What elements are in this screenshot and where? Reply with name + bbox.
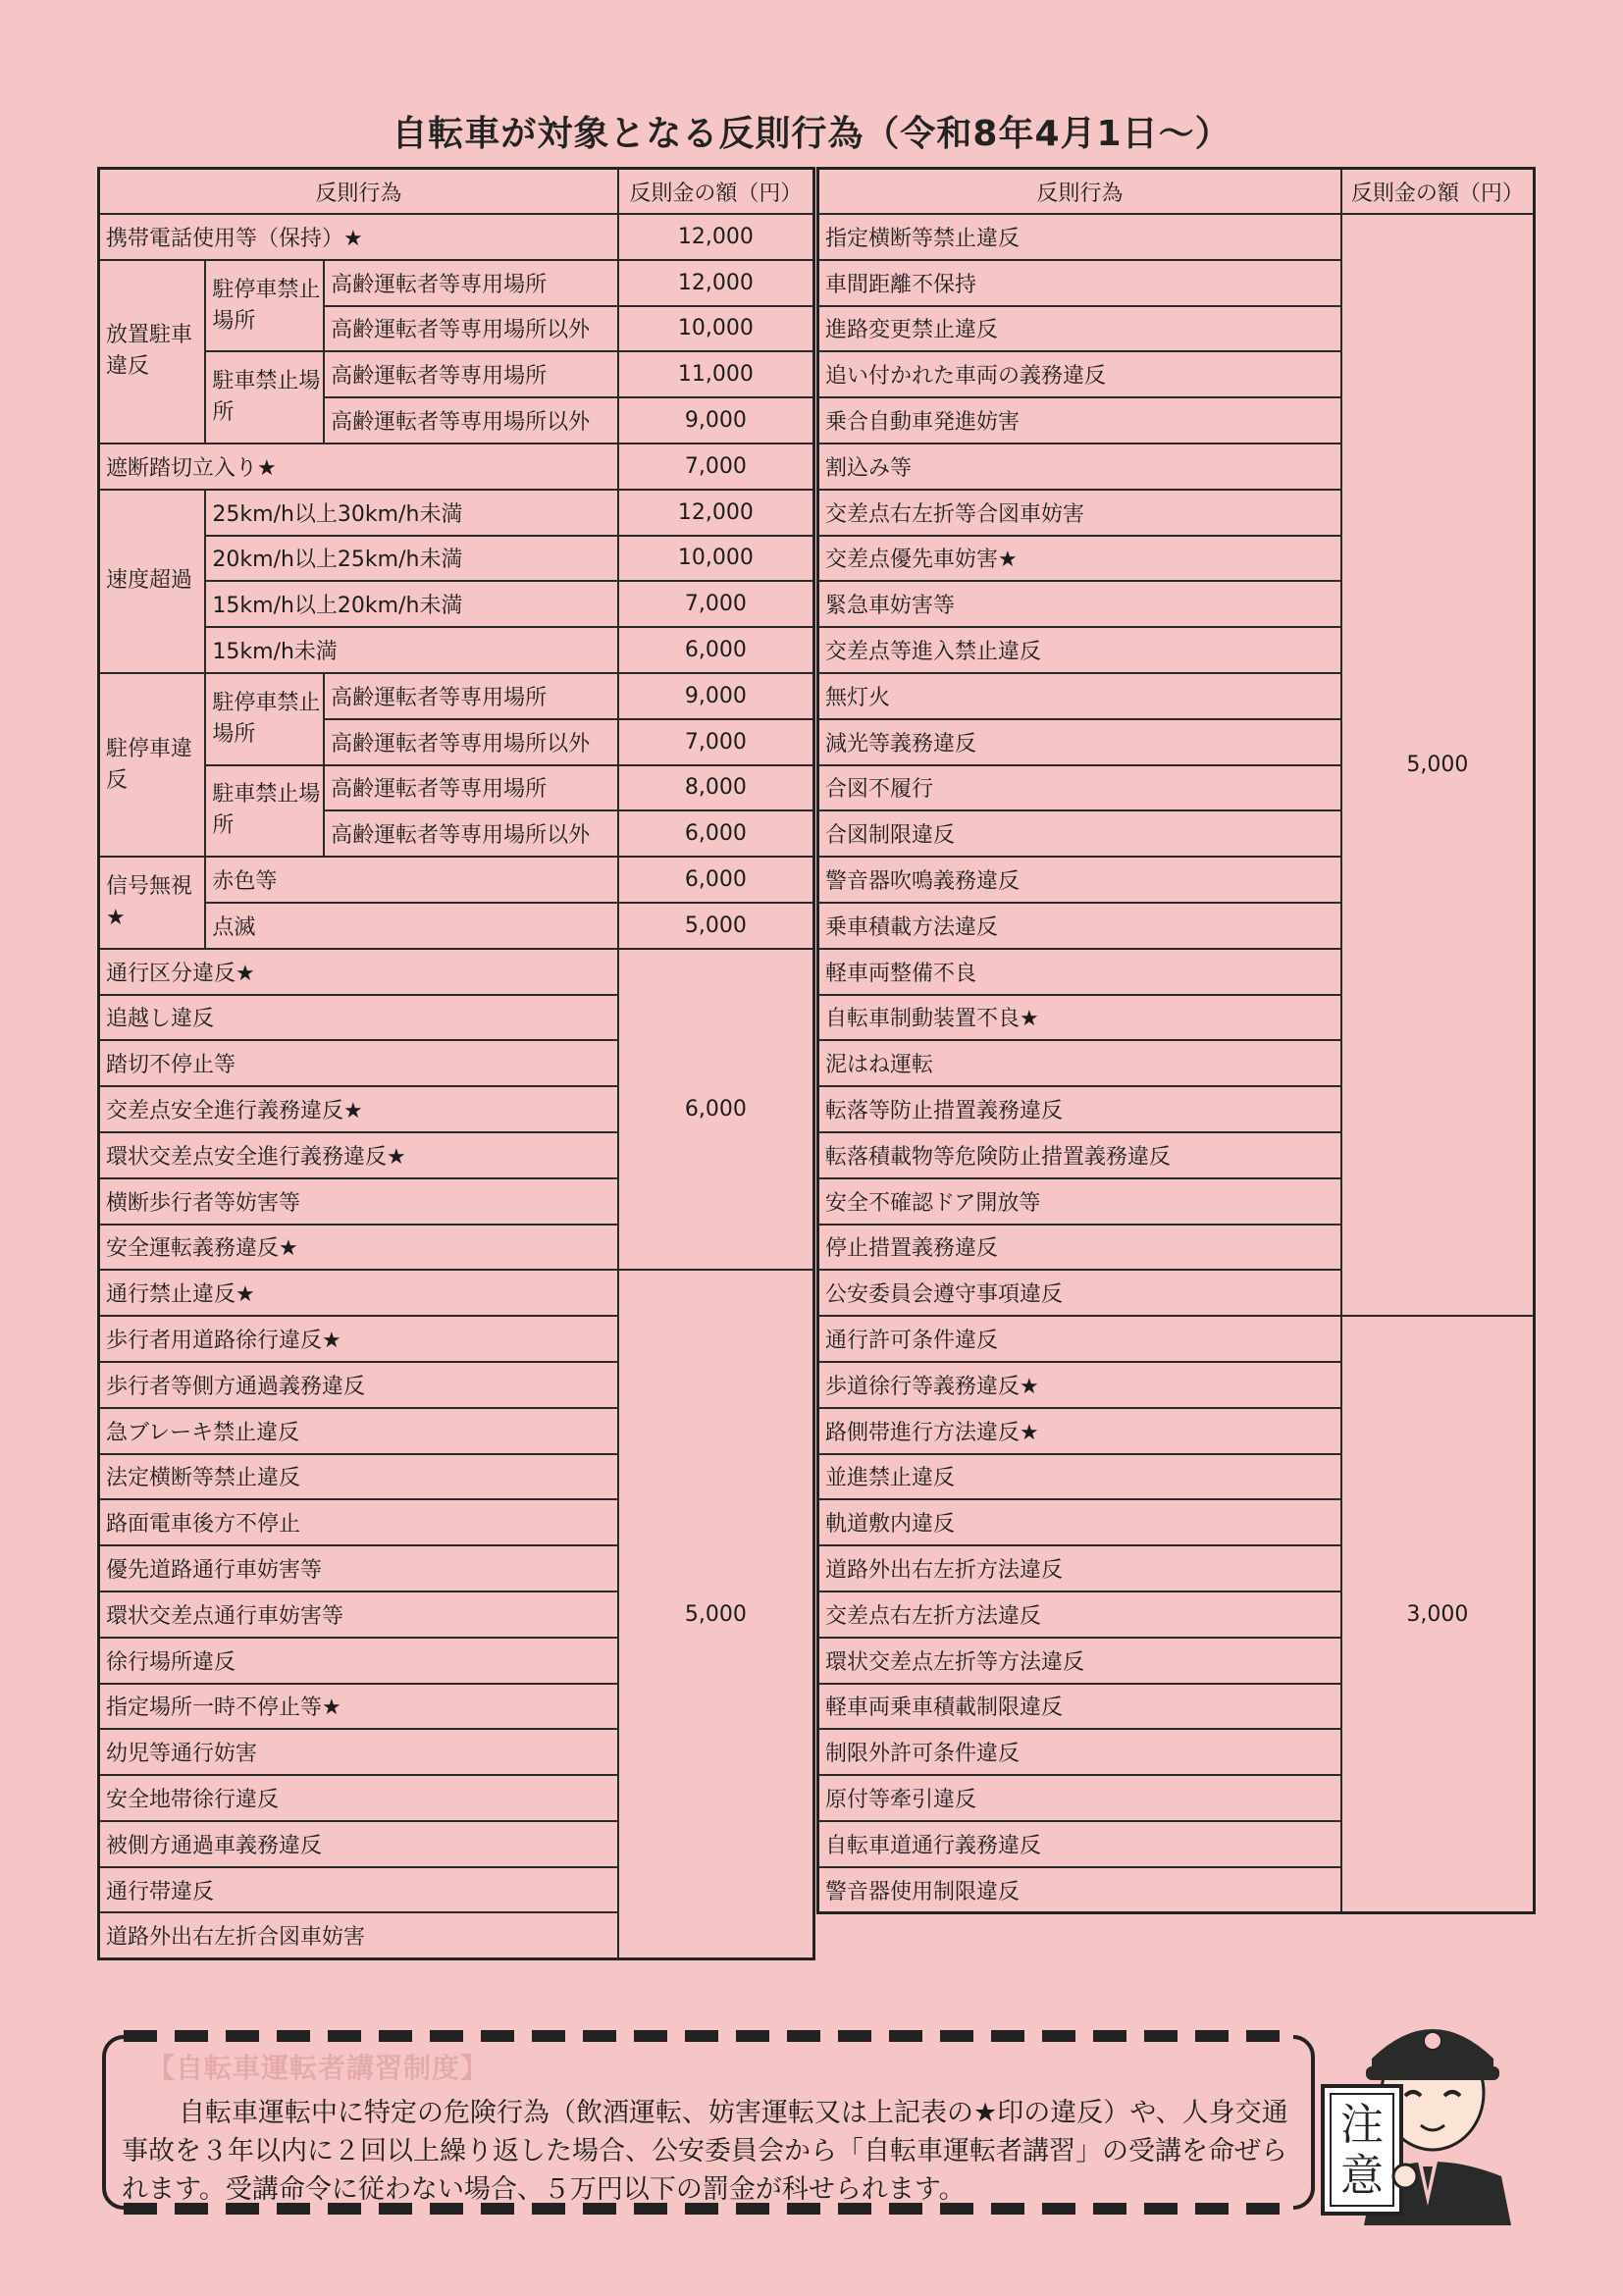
violation-label: 携帯電話使用等（保持）★ [99,214,618,260]
violation-label: 道路外出右左折合図車妨害 [99,1912,618,1958]
fine-amount: 7,000 [618,444,814,490]
violation-label: 指定場所一時不停止等★ [99,1684,618,1730]
fine-amount: 3,000 [1341,1316,1535,1913]
violation-label: 法定横断等禁止違反 [99,1454,618,1500]
fine-amount: 8,000 [618,765,814,811]
violation-label: 自転車制動装置不良★ [818,995,1341,1041]
violation-label: 交差点安全進行義務違反★ [99,1086,618,1132]
violation-label: 交差点等進入禁止違反 [818,627,1341,673]
violation-label: 25km/h以上30km/h未満 [205,490,617,536]
notice-text: 自転車運転中に特定の危険行為（飲酒運転、妨害運転又は上記表の★印の違反）や、人身交通事故を３年以内に２回以上繰り返した場合、公安委員会から「自転車運転者講習」の受講を命ぜられます。受講命令に従わない場合、５万円以下の罰金が科せられます。 [122,2098,1288,2205]
violation-label: 転落等防止措置義務違反 [818,1086,1341,1132]
fine-amount: 9,000 [618,673,814,719]
subgroup-label: 駐車禁止場所 [205,351,324,444]
subgroup-label: 駐停車禁止場所 [205,260,324,352]
group-label: 放置駐車違反 [99,260,206,444]
violation-label: 15km/h以上20km/h未満 [205,581,617,627]
header-act: 反則行為 [818,169,1341,215]
fine-amount: 12,000 [618,260,814,306]
subgroup-label: 駐車禁止場所 [205,765,324,858]
notice-heading: 【自転車運転者講習制度】 [147,2052,490,2084]
violation-label: 制限外許可条件違反 [818,1729,1341,1775]
violation-label: 路側帯進行方法違反★ [818,1408,1341,1454]
violation-label: 並進禁止違反 [818,1454,1341,1500]
violation-label: 合図不履行 [818,765,1341,811]
violation-label: 高齢運転者等専用場所以外 [324,719,618,765]
fine-amount: 7,000 [618,581,814,627]
violation-label: 高齢運転者等専用場所 [324,673,618,719]
violation-label: 安全不確認ドア開放等 [818,1178,1341,1225]
right-fines-table [816,167,1536,1914]
violation-label: 割込み等 [818,444,1341,490]
violation-label: 通行許可条件違反 [818,1316,1341,1362]
violation-label: 警音器使用制限違反 [818,1867,1341,1913]
fine-amount: 11,000 [618,351,814,397]
violation-label: 高齢運転者等専用場所以外 [324,810,618,857]
fine-amount: 12,000 [618,214,814,260]
violation-label: 高齢運転者等専用場所以外 [324,397,618,444]
violation-label: 環状交差点左折等方法違反 [818,1638,1341,1684]
fine-amount: 5,000 [1341,214,1535,1316]
violation-label: 泥はね運転 [818,1040,1341,1086]
violation-label: 優先道路通行車妨害等 [99,1545,618,1592]
violation-label: 踏切不停止等 [99,1040,618,1086]
violation-label: 横断歩行者等妨害等 [99,1178,618,1225]
violation-label: 環状交差点通行車妨害等 [99,1592,618,1638]
header-amount: 反則金の額（円） [1341,169,1535,215]
fine-amount: 7,000 [618,719,814,765]
police-officer-mascot-icon [1315,1980,1541,2225]
violation-label: 緊急車妨害等 [818,581,1341,627]
violation-label: 急ブレーキ禁止違反 [99,1408,618,1454]
violation-label: 追越し違反 [99,995,618,1041]
fine-amount: 6,000 [618,810,814,857]
group-label: 駐停車違反 [99,673,206,857]
violation-label: 赤色等 [205,857,617,903]
fine-amount: 10,000 [618,536,814,582]
fine-amount: 12,000 [618,490,814,536]
fine-amount: 6,000 [618,857,814,903]
violation-label: 交差点優先車妨害★ [818,536,1341,582]
violation-label: 安全運転義務違反★ [99,1225,618,1271]
violation-label: 点滅 [205,903,617,949]
violation-label: 安全地帯徐行違反 [99,1775,618,1821]
violation-label: 道路外出右左折方法違反 [818,1545,1341,1592]
violation-label: 停止措置義務違反 [818,1225,1341,1271]
header-act: 反則行為 [99,169,618,215]
violation-label: 自転車道通行義務違反 [818,1821,1341,1867]
fine-amount: 5,000 [618,903,814,949]
fine-amount: 5,000 [618,1270,814,1958]
violation-label: 高齢運転者等専用場所 [324,260,618,306]
violation-label: 減光等義務違反 [818,719,1341,765]
violation-label: 軽車両乗車積載制限違反 [818,1684,1341,1730]
violation-label: 15km/h未満 [205,627,617,673]
violation-label: 被側方通過車義務違反 [99,1821,618,1867]
violation-label: 乗合自動車発進妨害 [818,397,1341,444]
violation-label: 追い付かれた車両の義務違反 [818,351,1341,397]
notice-body [122,2094,1295,2209]
notice-box [102,2035,1315,2210]
violation-label: 原付等牽引違反 [818,1775,1341,1821]
violation-label: 20km/h以上25km/h未満 [205,536,617,582]
violation-label: 高齢運転者等専用場所 [324,765,618,811]
violation-label: 通行区分違反★ [99,949,618,995]
page-title: 自転車が対象となる反則行為（令和8年4月1日～） [392,114,1231,154]
violation-label: 軌道敷内違反 [818,1499,1341,1545]
violation-label: 幼児等通行妨害 [99,1729,618,1775]
fine-amount: 6,000 [618,627,814,673]
group-label: 信号無視★ [99,857,206,949]
violation-label: 歩行者用道路徐行違反★ [99,1316,618,1362]
notice-stripe-top [124,2030,1293,2042]
violation-label: 高齢運転者等専用場所 [324,351,618,397]
violation-label: 警音器吹鳴義務違反 [818,857,1341,903]
group-label: 速度超過 [99,490,206,673]
violation-label: 転落積載物等危険防止措置義務違反 [818,1132,1341,1178]
mascot-sign-text: 注意 [1340,2101,1384,2200]
violation-label: 路面電車後方不停止 [99,1499,618,1545]
violation-label: 交差点右左折方法違反 [818,1592,1341,1638]
violation-label: 指定横断等禁止違反 [818,214,1341,260]
violation-label: 通行禁止違反★ [99,1270,618,1316]
violation-label: 通行帯違反 [99,1867,618,1913]
violation-label: 軽車両整備不良 [818,949,1341,995]
violation-label: 車間距離不保持 [818,260,1341,306]
violation-label: 遮断踏切立入り★ [99,444,618,490]
fine-amount: 6,000 [618,949,814,1271]
violation-label: 環状交差点安全進行義務違反★ [99,1132,618,1178]
subgroup-label: 駐停車禁止場所 [205,673,324,765]
violation-label: 無灯火 [818,673,1341,719]
violation-label: 歩行者等側方通過義務違反 [99,1362,618,1408]
header-amount: 反則金の額（円） [618,169,814,215]
violation-label: 徐行場所違反 [99,1638,618,1684]
fine-amount: 10,000 [618,306,814,352]
violation-label: 交差点右左折等合図車妨害 [818,490,1341,536]
left-fines-table [97,167,815,1960]
violation-label: 乗車積載方法違反 [818,903,1341,949]
violation-label: 歩道徐行等義務違反★ [818,1362,1341,1408]
fine-amount: 9,000 [618,397,814,444]
violation-label: 進路変更禁止違反 [818,306,1341,352]
violation-label: 高齢運転者等専用場所以外 [324,306,618,352]
violation-label: 公安委員会遵守事項違反 [818,1270,1341,1316]
violation-label: 合図制限違反 [818,810,1341,857]
